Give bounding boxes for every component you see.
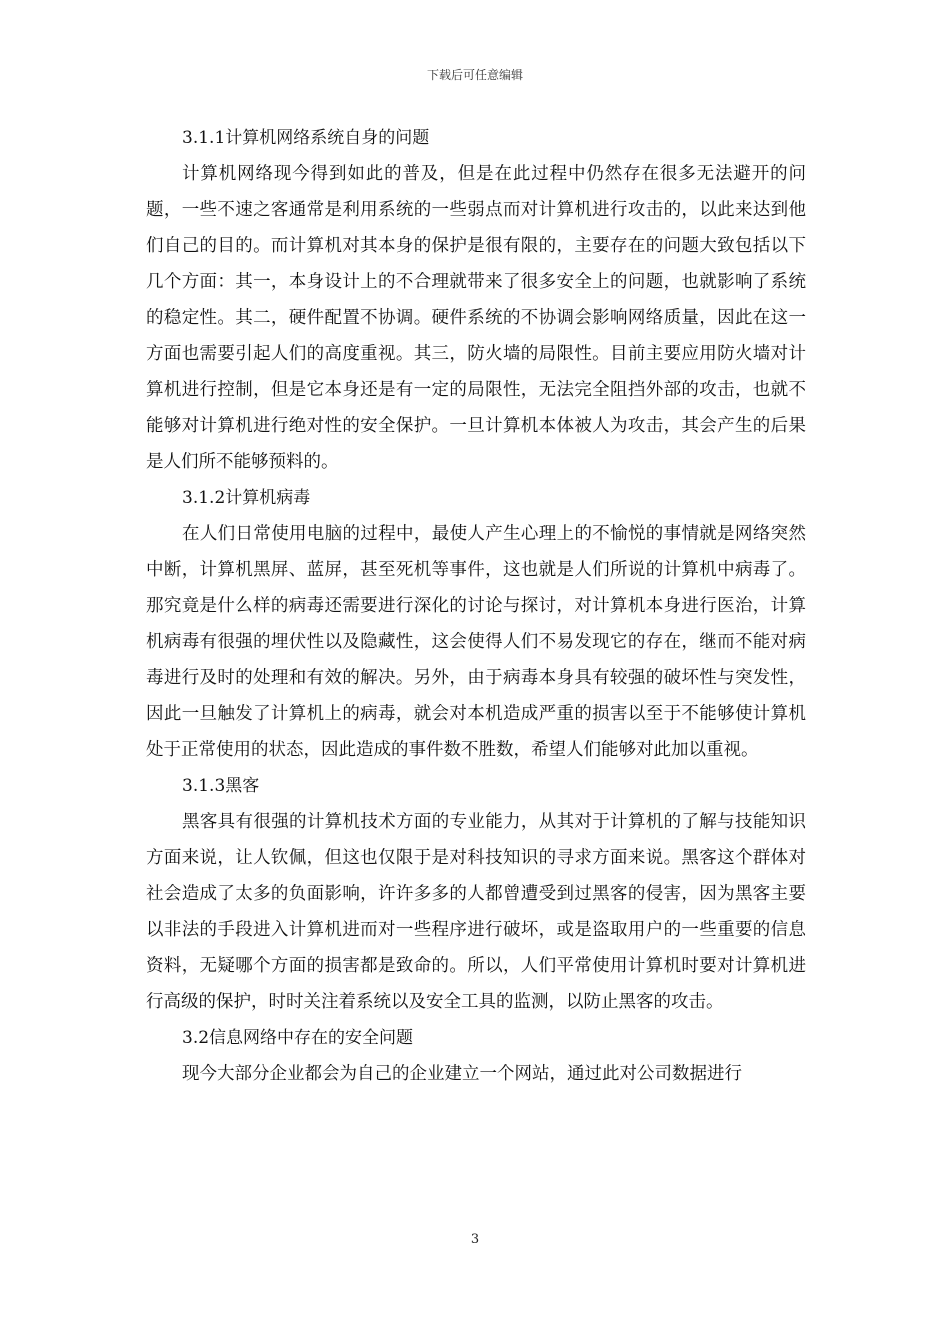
section-paragraph-3-1-3: 黑客具有很强的计算机技术方面的专业能力，从其对于计算机的了解与技能知识方面来说，让人钦佩，但这也仅限于是对科技知识的寻求方面来说。黑客这个群体对社会造成了太多的负面影响，许许多多的人都曾遭受到过黑客的侵害，因为黑客主要以非法的手段进入计算机进而对一些程序进行破坏，或是盗取用户的一些重要的信息资料，无疑哪个方面的损害都是致命的。所以，人们平常使用计算机时要对计算机进行高级的保护，时时关注着系统以及安全工具的监测，以防止黑客的攻击。: [146, 812, 806, 1012]
document-body: [146, 120, 806, 1092]
section-heading-3-1-2: 3.1.2计算机病毒: [182, 488, 311, 508]
section-paragraph-3-1-2: 在人们日常使用电脑的过程中，最使人产生心理上的不愉悦的事情就是网络突然中断，计算机黑屏、蓝屏，甚至死机等事件，这也就是人们所说的计算机中病毒了。那究竟是什么样的病毒还需要进行深化的讨论与探讨，对计算机本身进行医治，计算机病毒有很强的埋伏性以及隐藏性，这会使得人们不易发现它的存在，继而不能对病毒进行及时的处理和有效的解决。另外，由于病毒本身具有较强的破坏性与突发性，因此一旦触发了计算机上的病毒，就会对本机造成严重的损害以至于不能够使计算机处于正常使用的状态，因此造成的事件数不胜数，希望人们能够对此加以重视。: [146, 524, 806, 760]
page-header: 下载后可任意编辑: [426, 68, 523, 82]
section-heading-3-2: 3.2信息网络中存在的安全问题: [182, 1028, 414, 1048]
section-paragraph-3-1-1: 计算机网络现今得到如此的普及，但是在此过程中仍然存在很多无法避开的问题，一些不速之客通常是利用系统的一些弱点而对计算机进行攻击的，以此来达到他们自己的目的。而计算机对其本身的保护是很有限的，主要存在的问题大致包括以下几个方面：其一，本身设计上的不合理就带来了很多安全上的问题，也就影响了系统的稳定性。其二，硬件配置不协调。硬件系统的不协调会影响网络质量，因此在这一方面也需要引起人们的高度重视。其三，防火墙的局限性。目前主要应用防火墙对计算机进行控制，但是它本身还是有一定的局限性，无法完全阻挡外部的攻击，也就不能够对计算机进行绝对性的安全保护。一旦计算机本体被人为攻击，其会产生的后果是人们所不能够预料的。: [146, 164, 806, 472]
section-heading-3-1-3: 3.1.3黑客: [182, 776, 260, 796]
section-heading-3-1-1: 3.1.1计算机网络系统自身的问题: [182, 128, 430, 148]
page-number: 3: [470, 1232, 480, 1247]
section-paragraph-3-2: 现今大部分企业都会为自己的企业建立一个网站，通过此对公司数据进行: [182, 1064, 742, 1084]
